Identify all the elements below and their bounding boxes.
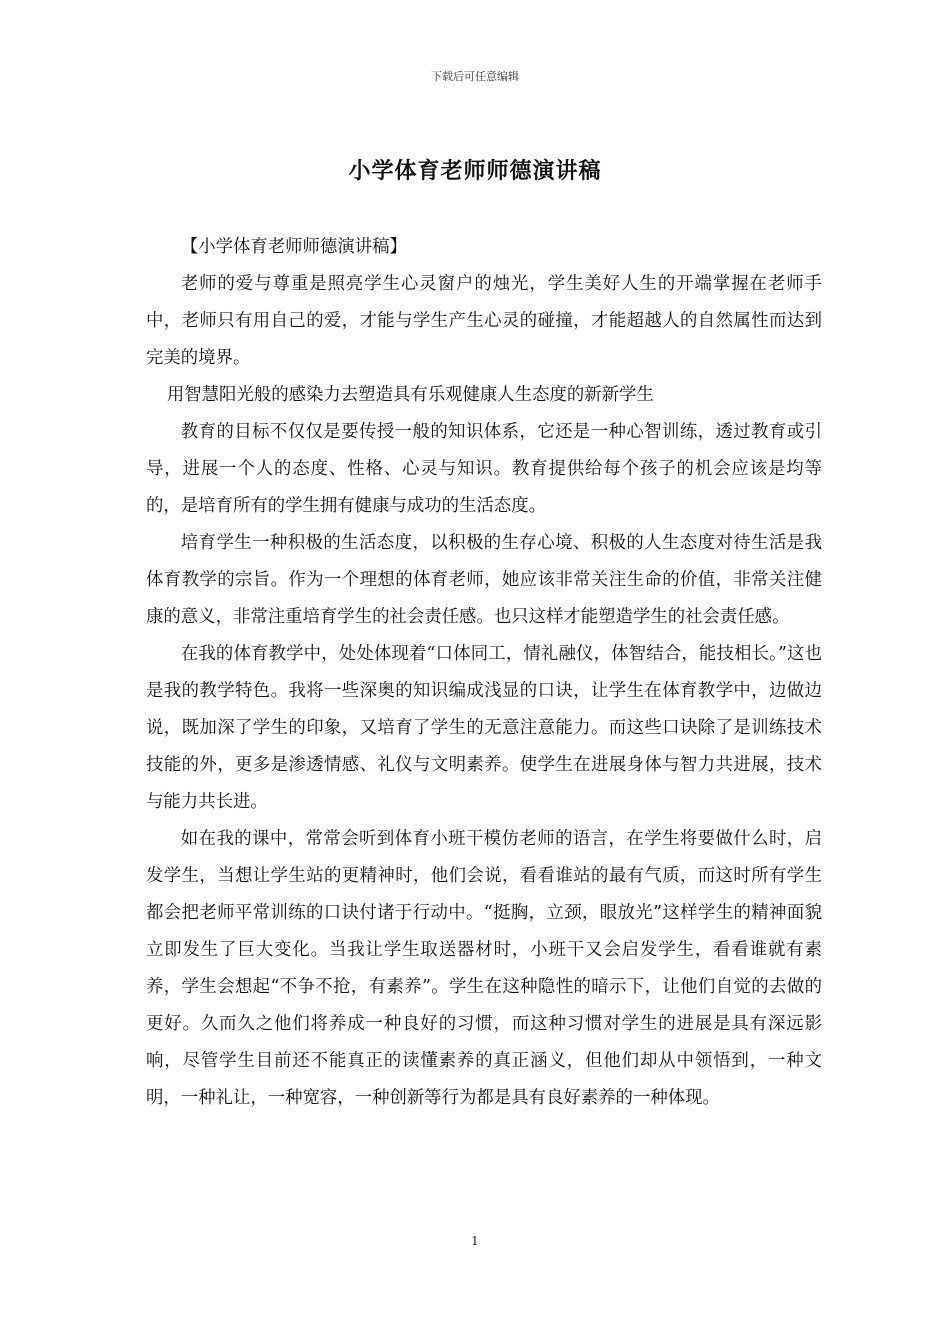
page-number: 1 [471,1234,479,1248]
document-title: 小学体育老师师德演讲稿 [348,158,602,184]
paragraph: 如在我的课中，常常会听到体育小班干模仿老师的语言，在学生将要做什么时，启发学生，当想让学生站的更精神时，他们会说，看看谁站的最有气质，而这时所有学生都会把老师平常训练的口诀付诸于行动中。“挺胸，立颈，眼放光”这样学生的精神面貌立即发生了巨大变化。当我让学生取送器材时，小班干又会启发学生，看看谁就有素养，学生会想起“不争不抢，有素养”。学生在这种隐性的暗示下，让他们自觉的去做的更好。久而久之他们将养成一种良好的习惯，而这种习惯对学生的进展是具有深远影响，尽管学生目前还不能真正的读懂素养的真正涵义，但他们却从中领悟到，一种文明，一种礼让，一种宽容，一种创新等行为都是具有良好素养的一种体现。 [146,829,822,1108]
paragraph: 在我的体育教学中，处处体现着“口体同工，情礼融仪，体智结合，能技相长。”这也是我的教学特色。我将一些深奥的知识编成浅显的口诀，让学生在体育教学中，边做边说，既加深了学生的印象，又培育了学生的无意注意能力。而这些口诀除了是训练技术技能的外，更多是渗透情感、礼仪与文明素养。使学生在进展身体与智力共进展，技术与能力共长进。 [146,644,822,812]
paragraph: 教育的目标不仅仅是要传授一般的知识体系，它还是一种心智训练，透过教育或引导，进展一个人的态度、性格、心灵与知识。教育提供给每个孩子的机会应该是均等的，是培育所有的学生拥有健康与成功的生活态度。 [146,422,822,516]
paragraph: 用智慧阳光般的感染力去塑造具有乐观健康人生态度的新新学生 [166,385,654,405]
paragraph: 培育学生一种积极的生活态度，以积极的生存心境、积极的人生态度对待生活是我体育教学的宗旨。作为一个理想的体育老师，她应该非常关注生命的价值，非常关注健康的意义，非常注重培育学生的社会责任感。也只这样才能塑造学生的社会责任感。 [146,533,822,627]
paragraph: 老师的爱与尊重是照亮学生心灵窗户的烛光，学生美好人生的开端掌握在老师手中，老师只有用自己的爱，才能与学生产生心灵的碰撞，才能超越人的自然属性而达到完美的境界。 [146,274,822,368]
paragraph-heading: 【小学体育老师师德演讲稿】 [180,237,407,257]
document-body [146,229,822,1117]
header-note: 下载后可任意编辑 [431,70,519,83]
